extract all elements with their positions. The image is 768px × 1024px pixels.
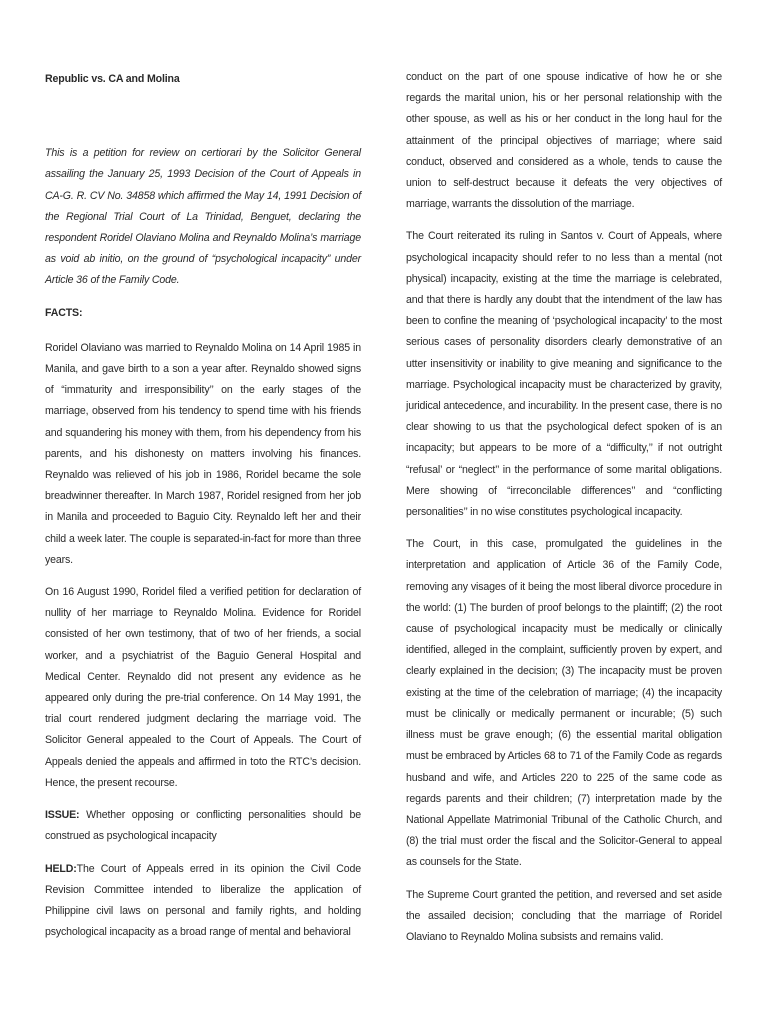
held-paragraph bbox=[45, 859, 361, 944]
document-title: Republic vs. CA and Molina bbox=[45, 73, 180, 85]
facts-paragraph-2: On 16 August 1990, Roridel filed a verified petition for declaration of nullity of her marriage to Reynaldo Molina. Evidence for Roridel consisted of her own testimony, that of two of her friends, a social worker, and a psychiatrist of the Baguio General Hospital and Medical Center. Reynaldo did not present any evidence as he appeared only during the pre-trial conference. On 14 May 1991, the trial court rendered judgment declaring the marriage void. The Solicitor General appealed to the Court of Appeals. The Court of Appeals denied the appeals and affirmed in toto the RTC’s decision. Hence, the present recourse. bbox=[45, 586, 361, 789]
intro-paragraph: This is a petition for review on certiorari by the Solicitor General assailing the January 25, 1993 Decision of the Court of Appeals in CA-G. R. CV No. 34858 which affirmed the May 14, 1991 Decision of the Regional Trial Court of La Trinidad, Benguet, declaring the respondent Roridel Olaviano Molina and Reynaldo Molina’s marriage as void ab initio, on the ground of “psychological incapacity” under Article 36 of the Family Code. bbox=[45, 147, 361, 287]
santos-paragraph: The Court reiterated its ruling in Santos v. Court of Appeals, where psychological incapacity should refer to no less than a mental (not physical) incapacity, existing at the time the marriage is celebrated, and that there is hardly any doubt that the intendment of the law has been to confine the meaning of ‘psychological incapacity’ to the most serious cases of personality disorders clearly demonstrative of an utter insensitivity or inability to give meaning and significance to the marriage. Psychological incapacity must be characterized by gravity, juridical antecedence, and incurability. In the present case, there is no clear showing to us that the psychological defect spoken of is an incapacity; but appears to be more of a “difficulty,’’ if not outright “refusal’ or “neglect’’ in the performance of some marital obligations. Mere showing of “irreconcilable differences’’ and “conflicting personalities’’ in no wise constitutes psychological incapacity. bbox=[406, 230, 722, 519]
facts-heading: FACTS: bbox=[45, 306, 83, 319]
guidelines-paragraph: The Court, in this case, promulgated the guidelines in the interpretation and application of Article 36 of the Family Code, removing any visages of it being the most liberal divorce procedure in the world: (1) The burden of proof belongs to the plaintiff; (2) the root cause of psychological incapacity must be medically or clinically identified, alleged in the complaint, sufficiently proven by expert, and clearly explained in the decision; (3) The incapacity must be proven existing at the time of the celebration of marriage; (4) the incapacity must be clinically or medically permanent or incurable; (5) such illness must be grave enough; (6) the essential marital obligation must be embraced by Articles 68 to 71 of the Family Code as regards husband and wife, and Articles 220 to 225 of the same code as regards parents and their children; (7) interpretation made by the National Appellate Matrimonial Tribunal of the Catholic Church, and (8) the trial must order the fiscal and the Solicitor-General to appeal as counsels for the State. bbox=[406, 538, 722, 869]
left-column bbox=[45, 67, 361, 943]
facts-paragraph-1: Roridel Olaviano was married to Reynaldo Molina on 14 April 1985 in Manila, and gave birth to a son a year after. Reynaldo showed signs of “immaturity and irresponsibility’’ on the early stages of the marriage, observed from his tendency to spend time with his friends and squandering his money with them, from his dependency from his parents, and his dishonesty on matters involving his finances. Reynaldo was relieved of his job in 1986, Roridel became the sole breadwinner thereafter. In March 1987, Roridel resigned from her job in Manila and proceeded to Baguio City. Reynaldo left her and their child a week later. The couple is separated-in-fact for more than three years. bbox=[45, 341, 361, 566]
issue-label: ISSUE: bbox=[45, 809, 80, 822]
issue-paragraph bbox=[45, 805, 361, 847]
issue-text: Whether opposing or conflicting personalities should be construed as psychological incapacity bbox=[45, 809, 361, 843]
held-label: HELD: bbox=[45, 862, 77, 875]
held-text: The Court of Appeals erred in its opinion the Civil Code Revision Committee intended to liberalize the application of Philippine civil laws on personal and family rights, and holding psychological incapacity as a broad range of mental and behavioral bbox=[45, 862, 361, 939]
ruling-paragraph: The Supreme Court granted the petition, and reversed and set aside the assailed decision; concluding that the marriage of Roridel Olaviano to Reynaldo Molina subsists and remains valid. bbox=[406, 888, 722, 943]
held-continuation: conduct on the part of one spouse indicative of how he or she regards the marital union, his or her personal relationship with the other spouse, as well as his or her conduct in the long haul for the attainment of the principal objectives of marriage; where said conduct, observed and considered as a whole, tends to cause the union to self-destruct because it defeats the very objectives of marriage, warrants the dissolution of the marriage. bbox=[406, 71, 722, 211]
right-column bbox=[406, 67, 722, 948]
